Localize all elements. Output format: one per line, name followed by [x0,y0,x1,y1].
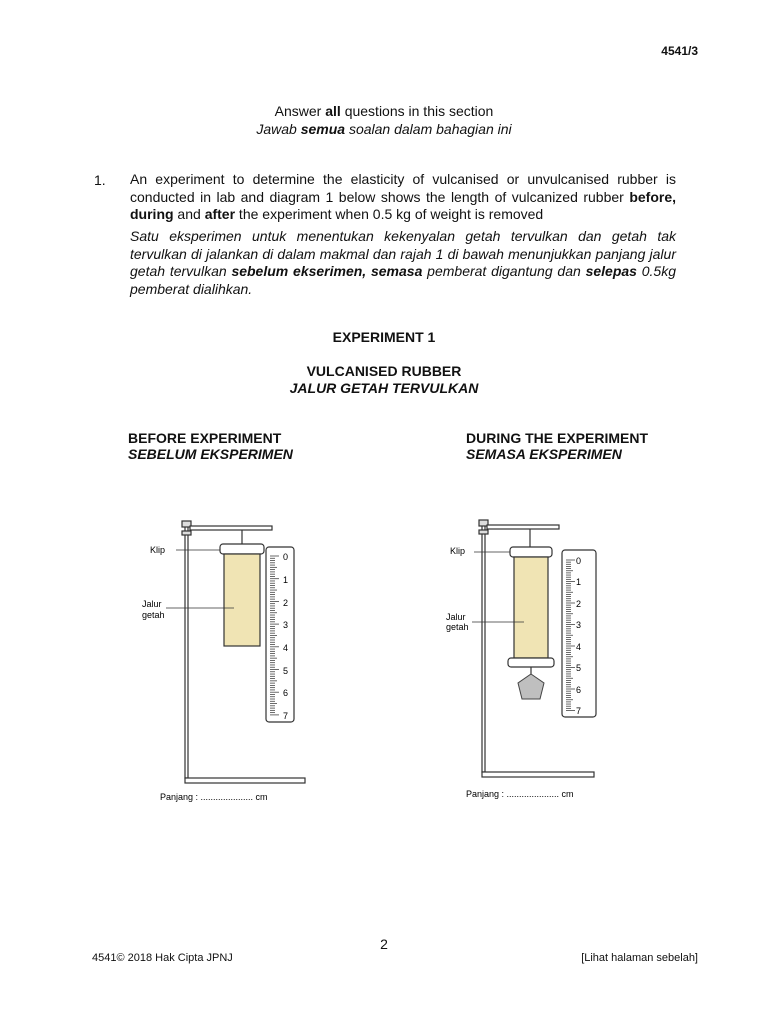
ruler-mark-7: 7 [576,706,582,716]
ruler-mark-3: 3 [283,620,289,630]
experiment-subtitle-malay: JALUR GETAH TERVULKAN [289,380,479,396]
ruler-mark-5: 5 [283,666,289,676]
ruler-mark-2: 2 [283,598,289,608]
experiment-title: EXPERIMENT 1 [332,329,436,345]
length-answer-line: Panjang : ..................... cm [160,792,268,802]
band-label-2: getah [446,622,469,632]
before-heading-malay: SEBELUM EKSPERIMEN [128,446,293,462]
stand-clamp-bottom [182,531,191,535]
question-text-malay: Satu eksperimen untuk menentukan kekenyalan getah tervulkan dan getah tak tervulkan di jalankan di dalam makmal dan rajah 1 di bawah menunjukkan panjang jalur getah tervulkan sebelum ekserimen, semasa pemberat digantung dan selepas 0.5kg pemberat dialihkan. [130,228,676,297]
before-heading-english: BEFORE EXPERIMENT [128,430,282,446]
ruler-mark-4: 4 [576,642,582,652]
ruler-mark-6: 6 [576,685,582,695]
question-number: 1. [94,172,106,188]
question-text-english: An experiment to determine the elasticity of vulcanised or unvulcanised rubber is conducted in lab and diagram 1 below shows the length of vulcanized rubber before, during and after the experiment when 0.5 kg of weight is removed [130,171,676,222]
ruler-mark-1: 1 [283,575,289,585]
ruler-mark-2: 2 [576,599,582,609]
band-label-2: getah [142,610,165,620]
ruler [266,547,294,722]
rubber-band [224,554,260,646]
stand-rod [482,524,485,772]
ruler-mark-1: 1 [576,577,582,587]
ruler-mark-0: 0 [576,556,582,566]
ruler-mark-0: 0 [283,552,289,562]
clip-label: Klip [450,546,466,556]
instruction-malay: Jawab semua soalan dalam bahagian ini [256,121,512,137]
length-answer-line: Panjang : ..................... cm [466,789,574,799]
before-diagram [130,515,330,815]
band-label-1: Jalur [142,599,162,609]
ruler-mark-3: 3 [576,620,582,630]
stand-base [482,772,594,777]
stand-rod [185,525,188,778]
page-number: 2 [380,936,388,952]
instruction-english: Answer all questions in this section [274,103,494,119]
clip-label: Klip [150,545,166,555]
footer-copyright: 4541© 2018 Hak Cipta JPNJ [92,952,233,964]
during-heading [466,430,648,462]
ruler-mark-7: 7 [283,711,289,721]
ruler-mark-5: 5 [576,663,582,673]
during-diagram [440,512,640,812]
ruler-mark-6: 6 [283,688,289,698]
footer-next-page: [Lihat halaman sebelah] [581,952,698,964]
experiment-subtitle-english: VULCANISED RUBBER [306,363,462,379]
rubber-band [514,557,548,658]
during-heading-malay: SEMASA EKSPERIMEN [466,446,622,462]
lower-clip [508,658,554,667]
during-heading-english: DURING THE EXPERIMENT [466,430,649,446]
stand-clamp-bottom [479,530,488,534]
paper-code: 4541/3 [661,44,698,58]
clip [220,544,264,554]
before-heading [128,430,293,462]
ruler-mark-4: 4 [283,643,289,653]
band-label-1: Jalur [446,612,466,622]
weight-icon [518,674,544,699]
clip [510,547,552,557]
stand-base [185,778,305,783]
stand-arm [487,525,559,529]
stand-arm [190,526,272,530]
